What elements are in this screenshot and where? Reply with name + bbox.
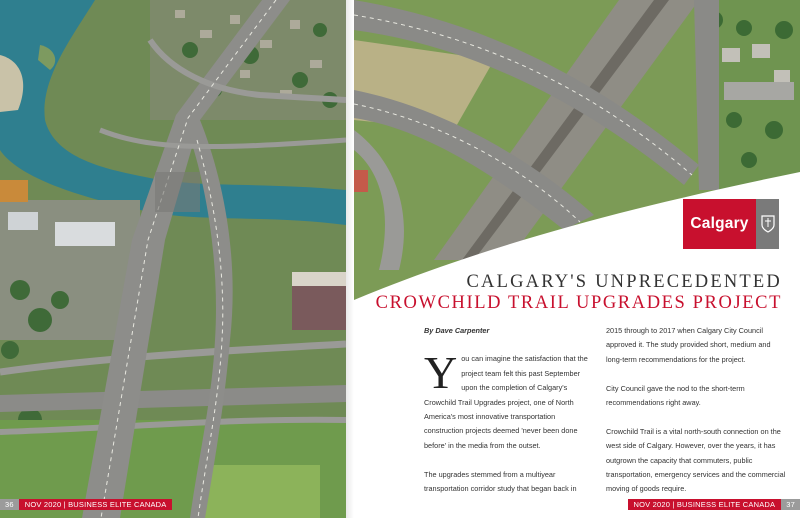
issue-label-right: NOV 2020 | BUSINESS ELITE CANADA (628, 499, 782, 510)
paragraph-2: The upgrades stemmed from a multiyear transportation corridor study that began back in (424, 469, 577, 494)
headline-line-2: CROWCHILD TRAIL UPGRADES PROJECT (375, 293, 782, 313)
issue-label-left: NOV 2020 | BUSINESS ELITE CANADA (19, 499, 173, 510)
paragraph-intro (424, 347, 592, 453)
left-page (0, 0, 346, 518)
city-crest-icon (756, 199, 779, 249)
calgary-logo (683, 199, 779, 249)
page-number-left: 36 (0, 499, 19, 510)
right-page (354, 0, 800, 518)
calgary-wordmark: Calgary (683, 199, 756, 249)
page-number-right: 37 (781, 499, 800, 510)
article-column-2 (606, 324, 786, 511)
paragraph-4: City Council gave the nod to the short-term recommendations right away. (606, 383, 745, 408)
dropcap: Y (424, 347, 458, 399)
paragraph-intro-text: ou can imagine the satisfaction that the project team felt this past September upon the completion of Calgary's Crowchild Trail Upgrades project, one of North America's most innovative transportation construction projects deemed 'never been done before' in the media from the outset. (424, 354, 588, 450)
byline: By Dave Carpenter (424, 326, 490, 335)
paragraph-3: 2015 through to 2017 when Calgary City Council approved it. The study provided short, medium and long-term recommendations for the project. (606, 326, 771, 364)
page-gutter (346, 0, 354, 518)
aerial-photo-left (0, 0, 346, 518)
folio-left (0, 499, 172, 510)
article-column-1 (424, 324, 592, 511)
paragraph-5: Crowchild Trail is a vital north-south connection on the west side of Calgary. However, over the years, it has outgrown the capacity that commuters, public transportation, emergency services and the commercial moving of goods require. (606, 426, 786, 494)
headline-line-1: CALGARY'S UNPRECEDENTED (466, 272, 782, 292)
folio-right (628, 499, 800, 510)
